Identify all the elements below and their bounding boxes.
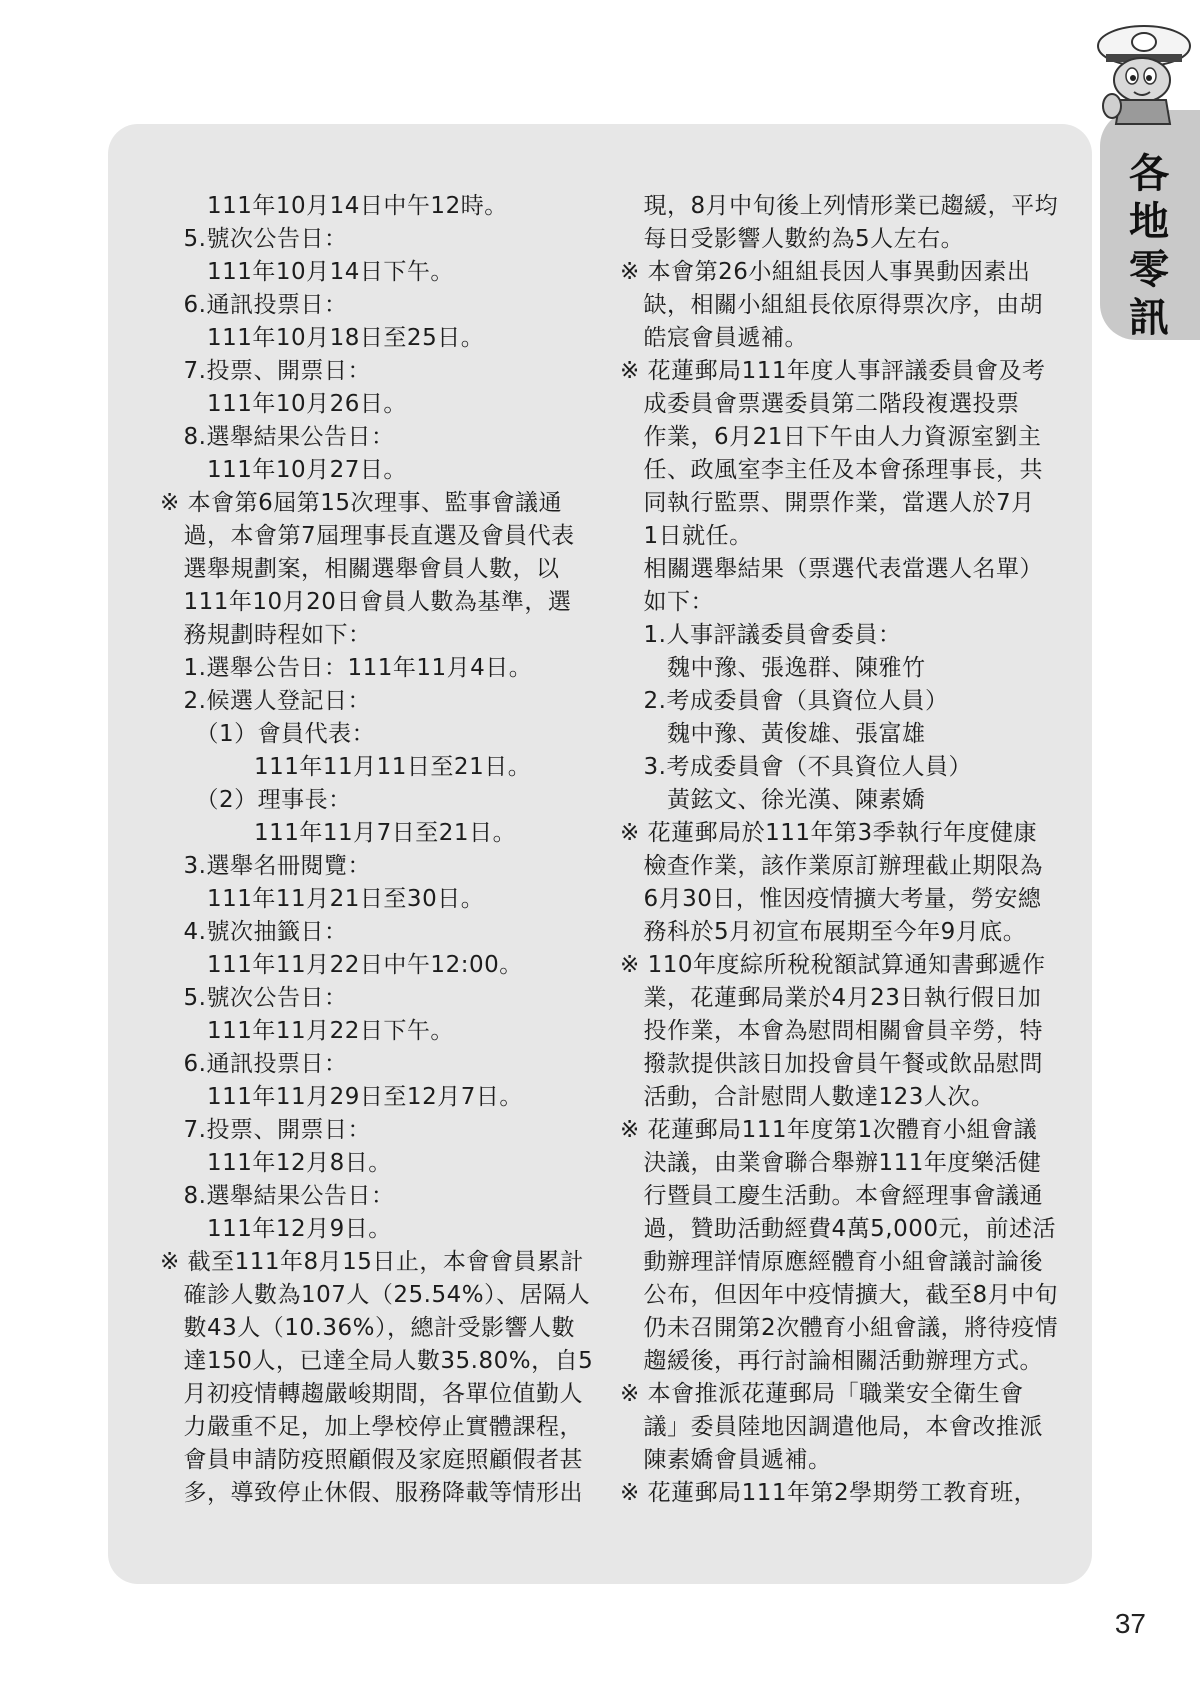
text-line: 過，贊助活動經費4萬5,000元，前述活: [620, 1216, 1056, 1242]
text-line: 8.選舉結果公告日：: [160, 1183, 395, 1209]
text-line: 同執行監票、開票作業，當選人於7月: [620, 490, 1035, 516]
text-line: ※ 110年度綜所稅稅額試算通知書郵遞作: [620, 952, 1046, 978]
text-line: 公布，但因年中疫情擴大，截至8月中旬: [620, 1282, 1059, 1308]
text-line: 111年11月29日至12月7日。: [160, 1084, 523, 1110]
text-line: ※ 花蓮郵局111年度第1次體育小組會議: [620, 1117, 1038, 1143]
text-line: 動辦理詳情原應經體育小組會議討論後: [620, 1249, 1043, 1275]
text-line: 3.考成委員會（不具資位人員）: [620, 754, 972, 780]
text-line: 111年11月7日至21日。: [160, 820, 517, 846]
text-line: 111年10月14日中午12時。: [160, 193, 508, 219]
text-line: 每日受影響人數約為5人左右。: [620, 226, 965, 252]
text-line: 務科於5月初宣布展期至今年9月底。: [620, 919, 1027, 945]
section-tab-char: 地: [1129, 198, 1169, 245]
text-line: 任、政風室李主任及本會孫理事長，共: [620, 457, 1043, 483]
text-line: 2.候選人登記日：: [160, 688, 371, 714]
text-line: ※ 截至111年8月15日止，本會會員累計: [160, 1249, 584, 1275]
text-line: 過，本會第7屆理事長直選及會員代表: [160, 523, 575, 549]
text-line: 6.通訊投票日：: [160, 1051, 348, 1077]
text-line: 多，導致停止休假、服務降載等情形出: [160, 1480, 583, 1506]
section-tab-char: 零: [1129, 246, 1169, 293]
text-line: 8.選舉結果公告日：: [160, 424, 395, 450]
text-line: 5.號次公告日：: [160, 226, 348, 252]
text-line: 111年10月26日。: [160, 391, 407, 417]
text-line: 7.投票、開票日：: [160, 1117, 371, 1143]
text-line: 1日就任。: [620, 523, 753, 549]
text-line: 111年11月22日中午12:00。: [160, 952, 523, 978]
text-line: 1.選舉公告日：111年11月4日。: [160, 655, 533, 681]
text-line: 務規劃時程如下：: [160, 622, 372, 648]
text-line: 111年10月14日下午。: [160, 259, 454, 285]
text-line: 行暨員工慶生活動。本會經理事會議通: [620, 1183, 1043, 1209]
text-line: 6.通訊投票日：: [160, 292, 348, 318]
text-line: 如下：: [620, 589, 714, 615]
text-line: 仍未召開第2次體育小組會議，將待疫情: [620, 1315, 1059, 1341]
right-column: [620, 190, 1059, 1510]
text-line: 皓宸會員遞補。: [620, 325, 808, 351]
mascot-postman-illustration: [1086, 6, 1196, 126]
text-line: 成委員會票選委員第二階段複選投票: [620, 391, 1020, 417]
text-line: 魏中豫、張逸群、陳雅竹: [620, 655, 926, 681]
text-line: 現，8月中旬後上列情形業已趨緩，平均: [620, 193, 1059, 219]
text-line: 趨緩後，再行討論相關活動辦理方式。: [620, 1348, 1043, 1374]
text-line: 5.號次公告日：: [160, 985, 348, 1011]
text-line: ※ 本會第6屆第15次理事、監事會議通: [160, 490, 562, 516]
text-line: （1）會員代表：: [160, 721, 376, 747]
text-line: 達150人，已達全局人數35.80%，自5: [160, 1348, 594, 1374]
text-line: 111年12月9日。: [160, 1216, 392, 1242]
text-line: 撥款提供該日加投會員午餐或飲品慰問: [620, 1051, 1043, 1077]
text-line: 1.人事評議委員會委員：: [620, 622, 902, 648]
text-line: 111年11月11日至21日。: [160, 754, 532, 780]
text-line: 111年10月20日會員人數為基準，選: [160, 589, 572, 615]
text-line: ※ 本會第26小組組長因人事異動因素出: [620, 259, 1031, 285]
text-line: 4.號次抽籤日：: [160, 919, 348, 945]
text-line: 魏中豫、黃俊雄、張富雄: [620, 721, 926, 747]
text-line: 檢查作業，該作業原訂辦理截止期限為: [620, 853, 1043, 879]
text-line: 選舉規劃案，相關選舉會員人數，以: [160, 556, 560, 582]
text-line: 活動，合計慰問人數達123人次。: [620, 1084, 995, 1110]
text-line: 黃鉉文、徐光漢、陳素嬌: [620, 787, 926, 813]
text-line: 陳素嬌會員遞補。: [620, 1447, 832, 1473]
text-line: 作業，6月21日下午由人力資源室劉主: [620, 424, 1042, 450]
text-line: 缺，相關小組組長依原得票次序，由胡: [620, 292, 1043, 318]
text-line: 111年10月18日至25日。: [160, 325, 485, 351]
text-line: 6月30日，惟因疫情擴大考量，勞安總: [620, 886, 1042, 912]
section-tab-char: 各: [1129, 150, 1169, 197]
text-line: 力嚴重不足，加上學校停止實體課程，: [160, 1414, 583, 1440]
text-line: 議」委員陸地因調遣他局，本會改推派: [620, 1414, 1043, 1440]
text-line: 111年10月27日。: [160, 457, 407, 483]
text-line: 投作業，本會為慰問相關會員辛勞，特: [620, 1018, 1043, 1044]
text-line: 111年11月21日至30日。: [160, 886, 485, 912]
text-line: ※ 花蓮郵局111年第2學期勞工教育班，: [620, 1480, 1038, 1506]
text-line: 相關選舉結果（票選代表當選人名單）: [620, 556, 1043, 582]
text-line: 111年11月22日下午。: [160, 1018, 454, 1044]
text-line: 111年12月8日。: [160, 1150, 392, 1176]
text-line: ※ 本會推派花蓮郵局「職業安全衛生會: [620, 1381, 1024, 1407]
text-line: 2.考成委員會（具資位人員）: [620, 688, 949, 714]
left-column: [160, 190, 594, 1510]
text-line: ※ 花蓮郵局111年度人事評議委員會及考: [620, 358, 1046, 384]
text-line: 3.選舉名冊閱覽：: [160, 853, 371, 879]
text-line: 決議，由業會聯合舉辦111年度樂活健: [620, 1150, 1042, 1176]
text-line: （2）理事長：: [160, 787, 352, 813]
text-line: 業，花蓮郵局業於4月23日執行假日加: [620, 985, 1042, 1011]
text-line: 確診人數為107人（25.54%）、居隔人: [160, 1282, 591, 1308]
text-line: 數43人（10.36%），總計受影響人數: [160, 1315, 575, 1341]
section-tab-char: 訊: [1129, 294, 1169, 341]
text-line: 7.投票、開票日：: [160, 358, 371, 384]
text-line: 會員申請防疫照顧假及家庭照顧假者甚: [160, 1447, 583, 1473]
section-tab-title: [1116, 150, 1182, 342]
page-number: 37: [1114, 1608, 1146, 1639]
text-line: ※ 花蓮郵局於111年第3季執行年度健康: [620, 820, 1038, 846]
text-line: 月初疫情轉趨嚴峻期間，各單位值勤人: [160, 1381, 583, 1407]
